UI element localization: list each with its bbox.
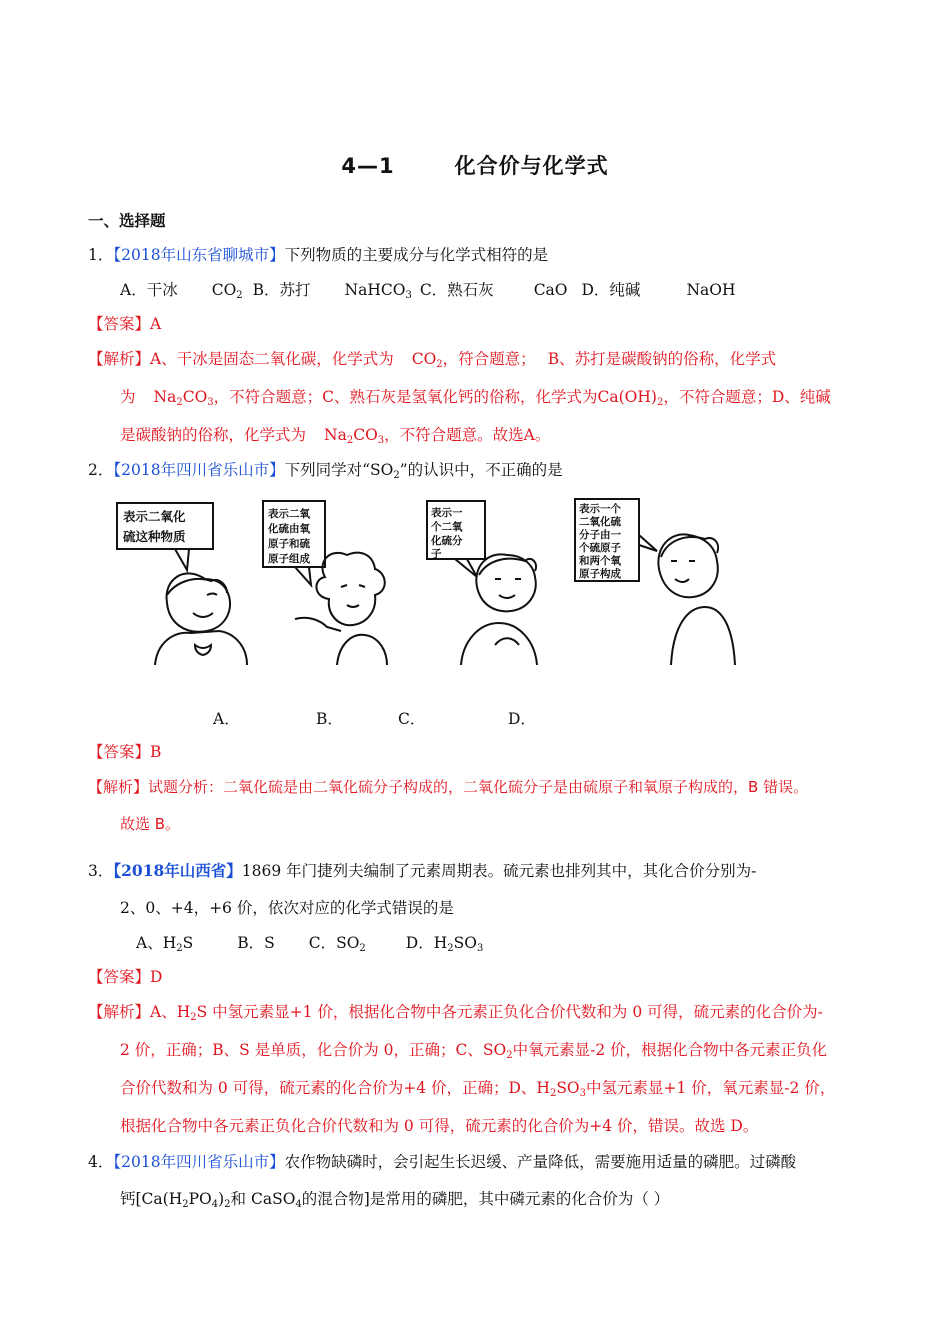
question-1-analysis-line3: 是碳酸钠的俗称，化学式为 $Na_2CO_3$，不符合题意。故选A。 bbox=[120, 426, 551, 446]
bubble-c-line2: 个二氧 bbox=[431, 521, 463, 533]
option-label-d: D． bbox=[508, 710, 536, 728]
bubble-b-line2: 化硫由氧 bbox=[268, 523, 310, 535]
question-3-stem-line1: 3．【2018年山西省】1869 年门捷列夫编制了元素周期表。硫元素也排列其中，其化合价分别为- bbox=[88, 861, 757, 880]
bubble-d-line4: 个硫原子 bbox=[579, 542, 621, 554]
bubble-a-line2: 硫这种物质 bbox=[123, 529, 186, 544]
option-label-c: C． bbox=[398, 710, 426, 728]
question-3-stem-line2: 2、0、+4，+6 价，依次对应的化学式错误的是 bbox=[120, 899, 454, 917]
bubble-c-line4: 子 bbox=[431, 548, 442, 560]
question-3-answer: 【答案】D bbox=[88, 968, 163, 986]
students-cartoon bbox=[115, 495, 875, 665]
question-1-options: A．干冰 $CO_2$ B．苏打 NaHCO$_3$ C．熟石灰 CaO D．纯碱 NaOH bbox=[120, 281, 736, 301]
option-label-b: B． bbox=[316, 710, 343, 728]
student-a-figure bbox=[155, 573, 247, 665]
bubble-d-line6: 原子构成 bbox=[579, 568, 621, 580]
question-4-stem-line2: 钙[$Ca(H_2PO_4)_2$和 CaSO$_4$的混合物]是常用的磷肥，其中磷元素的化合价为（ ） bbox=[120, 1190, 670, 1210]
question-3-options: A、$H_2S$ B．S C．$SO_2$ D．$H_2SO_3$ bbox=[136, 934, 484, 954]
question-2-stem: 2．【2018年四川省乐山市】下列同学对“$SO_2$”的认识中，不正确的是 bbox=[88, 461, 563, 481]
bubble-c-line1: 表示一 bbox=[431, 507, 463, 519]
question-1-stem: 1．【2018年山东省聊城市】下列物质的主要成分与化学式相符的是 bbox=[88, 246, 549, 264]
bubble-b-line1: 表示二氧 bbox=[268, 508, 310, 520]
bubble-c-line3: 化硫分 bbox=[431, 535, 463, 547]
question-2-answer: 【答案】B bbox=[88, 743, 162, 761]
bubble-d-line2: 二氧化硫 bbox=[579, 516, 621, 528]
bubble-b-line4: 原子组成 bbox=[268, 553, 310, 565]
question-3-analysis-line4: 根据化合物中各元素正负化合价代数和为 0 可得，硫元素的化合价为+4 价，错误。故选 D。 bbox=[120, 1117, 759, 1135]
question-4-stem-line1: 4．【2018年四川省乐山市】农作物缺磷时，会引起生长迟缓、产量降低，需要施用适量的磷肥。过磷酸 bbox=[88, 1153, 797, 1171]
question-3-analysis-line3: 合价代数和为 0 可得，硫元素的化合价为+4 价，正确；D、$H_2SO_3$中氢元素显+1 价，氧元素显-2 价， bbox=[120, 1079, 836, 1099]
page-title: 4—1 化合价与化学式 bbox=[341, 154, 609, 178]
question-1-answer: 【答案】A bbox=[88, 315, 162, 333]
question-2-analysis-line1: 【解析】试题分析：二氧化硫是由二氧化硫分子构成的，二氧化硫分子是由硫原子和氧原子构成的，B 错误。 bbox=[88, 778, 809, 796]
question-3-analysis-line2: 2 价，正确；B、S 是单质，化合价为 0，正确；C、$SO_2$中氧元素显-2 价，根据化合物中各元素正负化 bbox=[120, 1041, 828, 1061]
bubble-d-line5: 和两个氧 bbox=[579, 555, 621, 567]
student-c-figure bbox=[461, 554, 537, 665]
question-2-analysis-line2: 故选 B。 bbox=[120, 815, 181, 833]
bubble-d-line3: 分子由一 bbox=[579, 529, 621, 541]
student-d-figure bbox=[658, 534, 735, 665]
question-1-analysis-line2: 为 $Na_2CO_3$，不符合题意；C、熟石灰是氢氧化钙的俗称，化学式为$Ca(OH)_2$，不符合题意；D、纯碱 bbox=[120, 388, 831, 408]
bubble-d-line1: 表示一个 bbox=[579, 503, 621, 515]
section-heading: 一、选择题 bbox=[88, 211, 166, 230]
question-1-analysis-line1: 【解析】A、干冰是固态二氧化碳，化学式为 $CO_2$，符合题意； B、苏打是碳酸钠的俗称，化学式 bbox=[88, 350, 777, 370]
bubble-b-line3: 原子和硫 bbox=[268, 538, 310, 550]
question-3-analysis-line1: 【解析】A、$H_2S$ 中氢元素显+1 价，根据化合物中各元素正负化合价代数和为 0 可得，硫元素的化合价为- bbox=[88, 1003, 823, 1023]
bubble-a-line1: 表示二氧化 bbox=[123, 509, 186, 524]
option-label-a: A． bbox=[213, 710, 240, 728]
